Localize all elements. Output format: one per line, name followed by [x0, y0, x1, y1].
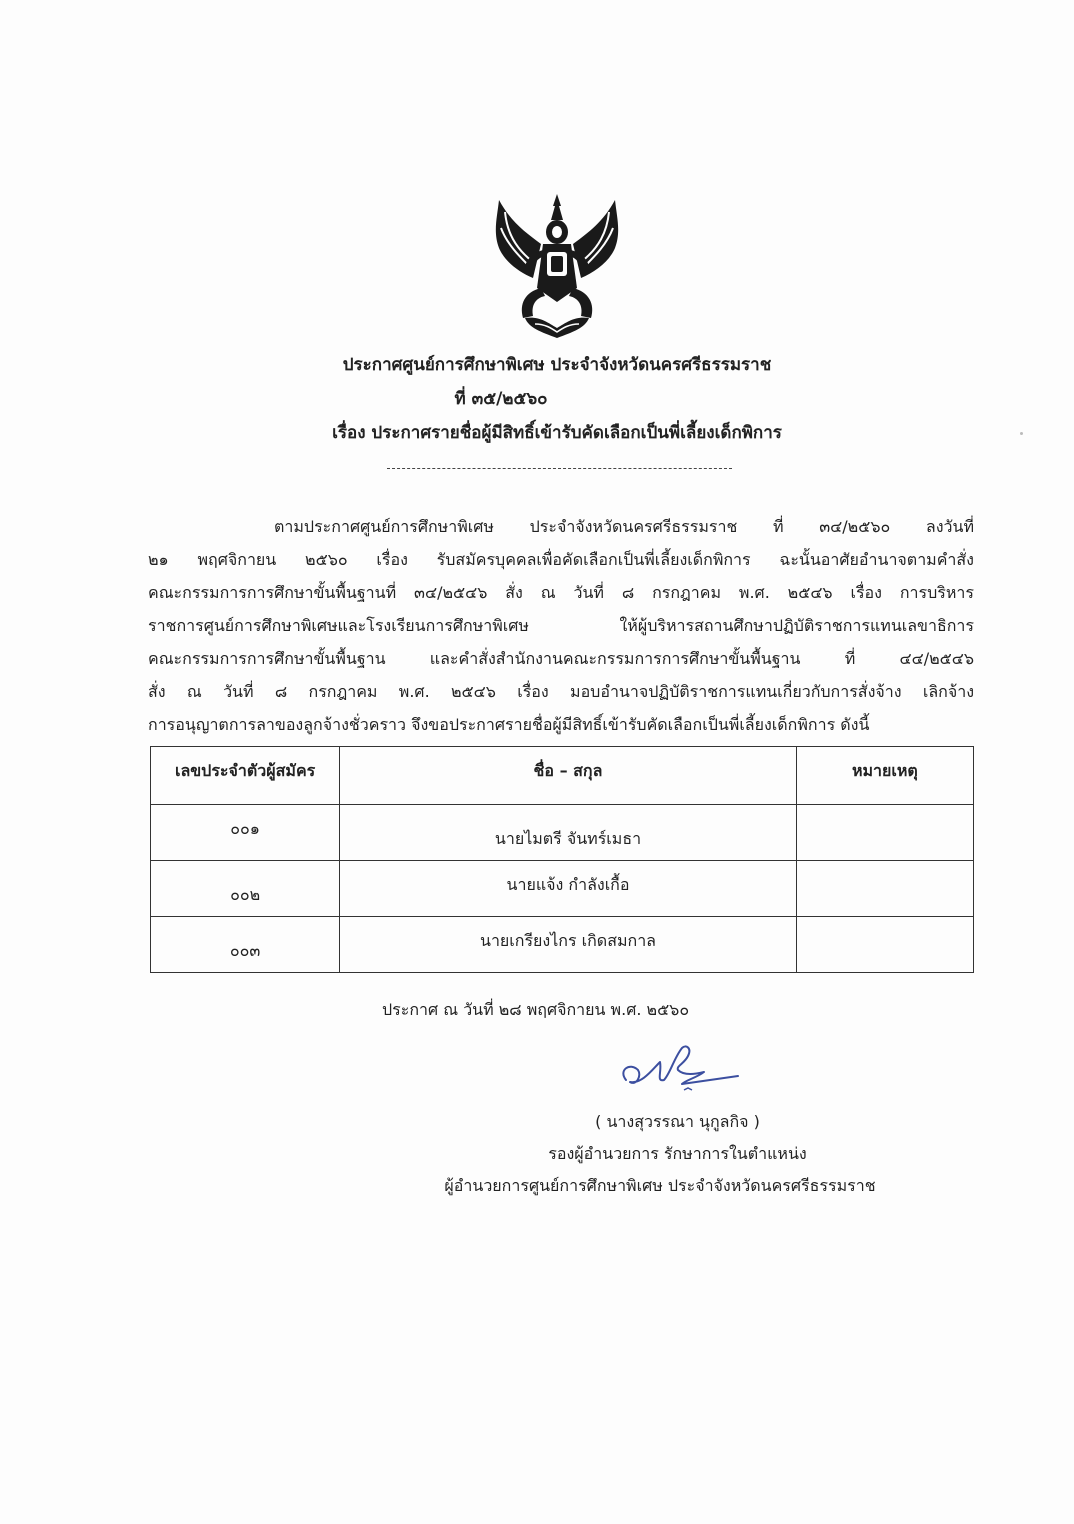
body-paragraph	[148, 510, 974, 741]
column-header-name: ชื่อ – สกุล	[340, 747, 797, 805]
note-cell	[796, 861, 973, 917]
candidate-table	[150, 746, 974, 973]
column-header-note: หมายเหตุ	[796, 747, 973, 805]
applicant-name-cell: นายไมตรี จันทร์เมธา	[340, 805, 797, 861]
body-line: ราชการศูนย์การศึกษาพิเศษและโรงเรียนการศึกษาพิเศษ ให้ผู้บริหารสถานศึกษาปฏิบัติราชการแทนเลขาธิการ	[148, 616, 974, 635]
body-line: การอนุญาตการลาของลูกจ้างชั่วคราว จึงขอประกาศรายชื่อผู้มีสิทธิ์เข้ารับคัดเลือกเป็นพี่เลี้ยงเด็กพิการ ดังนี้	[148, 715, 870, 734]
applicant-name-cell: นายแจ้ง กำลังเกื้อ	[340, 861, 797, 917]
applicant-id-cell: ๐๐๓	[151, 917, 340, 973]
body-line: ตามประกาศศูนย์การศึกษาพิเศษ ประจำจังหวัดนครศรีธรรมราช ที่ ๓๔/๒๕๖๐ ลงวันที่	[274, 517, 974, 536]
applicant-id-cell: ๐๐๑	[151, 805, 340, 861]
column-header-id: เลขประจำตัวผู้สมัคร	[151, 747, 340, 805]
table-row	[151, 805, 974, 861]
signatory-title: ผู้อำนวยการศูนย์การศึกษาพิเศษ ประจำจังหวัดนครศรีธรรมราช	[444, 1176, 876, 1195]
table-row	[151, 917, 974, 973]
table-header-row	[151, 747, 974, 805]
applicant-name-cell: นายเกรียงไกร เกิดสมกาล	[340, 917, 797, 973]
announcement-number: ที่ ๓๕/๒๕๖๐	[454, 389, 548, 409]
body-line: ๒๑ พฤศจิกายน ๒๕๖๐ เรื่อง รับสมัครบุคคลเพื่อคัดเลือกเป็นพี่เลี้ยงเด็กพิการ ฉะนั้นอาศัยอำนาจตามคำสั่ง	[148, 550, 974, 569]
garuda-emblem-icon	[485, 192, 629, 340]
signatory-name: ( นางสุวรรณา นุกูลกิจ )	[595, 1112, 760, 1131]
announcement-title: ประกาศศูนย์การศึกษาพิเศษ ประจำจังหวัดนครศรีธรรมราช	[342, 355, 772, 375]
body-line: คณะกรรมการการศึกษาขั้นพื้นฐาน และคำสั่งสำนักงานคณะกรรมการการศึกษาขั้นพื้นฐาน ที่ ๔๔/๒๕๔๖	[148, 649, 974, 668]
signatory-position: รองผู้อำนวยการ รักษาการในตำแหน่ง	[548, 1144, 807, 1163]
handwritten-signature	[612, 1040, 742, 1096]
announcement-date: ประกาศ ณ วันที่ ๒๘ พฤศจิกายน พ.ศ. ๒๕๖๐	[382, 1000, 690, 1019]
body-line: สั่ง ณ วันที่ ๘ กรกฎาคม พ.ศ. ๒๕๔๖ เรื่อง มอบอำนาจปฏิบัติราชการแทนเกี่ยวกับการสั่งจ้าง เลิกจ้าง	[148, 682, 974, 701]
separator-line	[387, 468, 732, 469]
paper-speck	[1020, 432, 1023, 435]
announcement-subject: เรื่อง ประกาศรายชื่อผู้มีสิทธิ์เข้ารับคัดเลือกเป็นพี่เลี้ยงเด็กพิการ	[332, 423, 782, 443]
signatory-block	[400, 1106, 920, 1202]
note-cell	[796, 917, 973, 973]
note-cell	[796, 805, 973, 861]
applicant-id-cell: ๐๐๒	[151, 861, 340, 917]
body-line: คณะกรรมการการศึกษาขั้นพื้นฐานที่ ๓๔/๒๕๔๖ สั่ง ณ วันที่ ๘ กรกฎาคม พ.ศ. ๒๕๔๖ เรื่อง การบริหาร	[148, 583, 974, 602]
table-row	[151, 861, 974, 917]
